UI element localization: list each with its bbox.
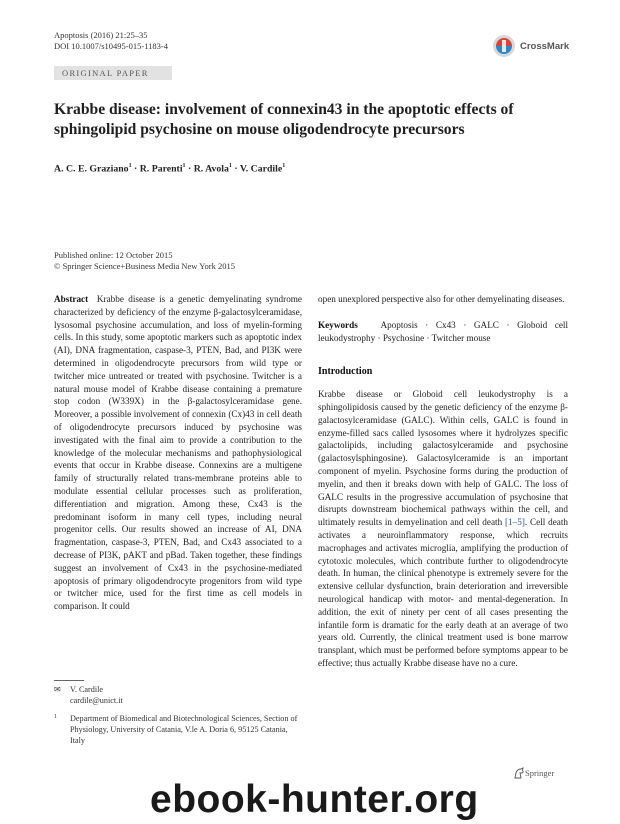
springer-horse-icon bbox=[513, 767, 525, 779]
intro-paragraph-a: Krabbe disease or Globoid cell leukodystrophy is a sphingolipidosis caused by the genetic deficiency of the enzyme β-galactosylceramidase (GALC). Within cells, GALC is found in enzyme-filled sacs called lysosomes where it hydrolyzes specific galactolipids, including galactosylceramide and psychosine (galactosylsphingosine). Galactosylceramide is an important component of myelin. Psychosine forms during the production of myelin, and then it breaks down with help of GALC. The loss of GALC results in the progressive accumulation of psychosine that disrupts downstream biochemical pathways within the cell, and ultimately results in demyelination and cell death bbox=[318, 389, 568, 528]
author-separator: · bbox=[185, 163, 194, 175]
crossmark-label: CrossMark bbox=[520, 40, 570, 52]
publication-info bbox=[54, 250, 235, 272]
corresponding-email[interactable]: cardile@unict.it bbox=[70, 696, 123, 705]
author-separator: · bbox=[131, 163, 140, 175]
affiliation-marker: 1 bbox=[182, 163, 186, 169]
author-separator: · bbox=[231, 163, 240, 175]
author-list bbox=[54, 163, 285, 174]
author-name[interactable]: R. Parenti bbox=[139, 163, 183, 175]
journal-header bbox=[54, 30, 168, 52]
affiliation-marker: 1 bbox=[228, 163, 232, 169]
article-title: Krabbe disease: involvement of connexin43 in the apoptotic effects of sphingolipid psychosine on mouse oligodendrocyte precursors bbox=[54, 101, 514, 138]
abstract-column bbox=[54, 293, 302, 613]
author-name[interactable]: R. Avola bbox=[193, 163, 229, 175]
journal-citation: Apoptosis (2016) 21:25–35 bbox=[54, 30, 148, 40]
corresponding-author: V. Cardile bbox=[70, 685, 104, 694]
affiliation-number: 1 bbox=[54, 714, 57, 720]
article-type-banner: ORIGINAL PAPER bbox=[54, 66, 172, 80]
crossmark-icon bbox=[492, 34, 516, 58]
publisher-name: Springer bbox=[525, 768, 555, 778]
abstract-label: Abstract bbox=[54, 294, 89, 304]
envelope-icon: ✉ bbox=[54, 685, 61, 694]
footnote-divider bbox=[54, 680, 84, 681]
keywords-block bbox=[318, 319, 568, 345]
journal-doi: DOI 10.1007/s10495-015-1183-4 bbox=[54, 41, 168, 51]
intro-paragraph-b: . Cell death activates a neuroinflammatory response, which recruits macrophages and activates microglia, amplifying the production of cytotoxic molecules, which contribute further to oligodendrocyte death. In human, the clinical phenotype is extremely severe for the extensive cellular dysfunction, brain deterioration and irreversible neurological handicap with motor- and mental-degeneration. In addition, the exit of ninety per cent of all cases presenting the infantile form is dramatic for the early death at an average of two years old. Currently, the clinical treatment used is bone marrow transplant, which must be performed before symptoms appear to be effective; thus actually Krabbe disease have no a cure. bbox=[318, 517, 568, 668]
correspondence-block bbox=[54, 684, 123, 706]
introduction-text bbox=[318, 388, 568, 670]
author-name[interactable]: V. Cardile bbox=[239, 163, 283, 175]
published-date: Published online: 12 October 2015 bbox=[54, 250, 173, 260]
copyright-line: © Springer Science+Business Media New York 2015 bbox=[54, 261, 235, 271]
affiliation-block bbox=[54, 713, 299, 746]
affiliation-text: Department of Biomedical and Biotechnological Sciences, Section of Physiology, University of Catania, V.le A. Doria 6, 95125 Catania, Italy bbox=[70, 714, 298, 745]
publisher-logo bbox=[513, 767, 554, 779]
right-column bbox=[318, 293, 568, 670]
abstract-continued: open unexplored perspective also for other demyelinating diseases. bbox=[318, 294, 565, 304]
abstract-text: Krabbe disease is a genetic demyelinating syndrome characterized by deficiency of the enzyme β-galactosylceramidase, lysosomal psychosine accumulation, and loss of myelin-forming cells. In this study, some apoptotic markers such as apoptotic index (AI), DNA fragmentation, caspase-3, PTEN, Bad, and PI3K were determined in oligodendrocyte precursors from wild type or twitcher mice untreated or treated with psychosine. Twitcher is a natural mouse model of Krabbe disease containing a premature stop codon (W339X) in the β-galactosylceramidase gene. Moreover, a possible involvement of connexin (Cx)43 in cell death of oligodendrocyte precursors induced by psychosine was investigated with the final aim to provide a contribution to the knowledge of the molecular mechanisms and pathophysiological events that occur in Krabbe disease. Connexins are a multigene family of structurally related trans-membrane proteins able to modulate essential cellular processes such as proliferation, differentiation and migration. Among these, Cx43 is the predominant isoform in many cell types, including neural progenitor cells. Our results showed an increase of AI, DNA fragmentation, caspase-3, PTEN, Bad, and Cx43 associated to a decrease of PI3K, pAKT and pBad. Taken together, these findings suggest an involvement of Cx43 in the psychosine-mediated apoptosis of primary oligodendrocyte progenitors from wild type or twitcher mice, used for the first time as cell models in comparison. It could bbox=[54, 294, 303, 612]
crossmark-badge[interactable] bbox=[492, 31, 588, 61]
citation-link[interactable]: [1–5] bbox=[504, 517, 525, 528]
watermark-text: ebook-hunter.org bbox=[150, 778, 479, 821]
affiliation-marker: 1 bbox=[128, 163, 132, 169]
author-name[interactable]: A. C. E. Graziano bbox=[54, 163, 129, 175]
affiliation-marker: 1 bbox=[282, 163, 286, 169]
introduction-heading: Introduction bbox=[318, 366, 373, 378]
keywords-label: Keywords bbox=[318, 319, 358, 330]
keywords-text: Apoptosis · Cx43 · GALC · Globoid cell leukodystrophy · Psychosine · Twitcher mouse bbox=[318, 319, 568, 343]
